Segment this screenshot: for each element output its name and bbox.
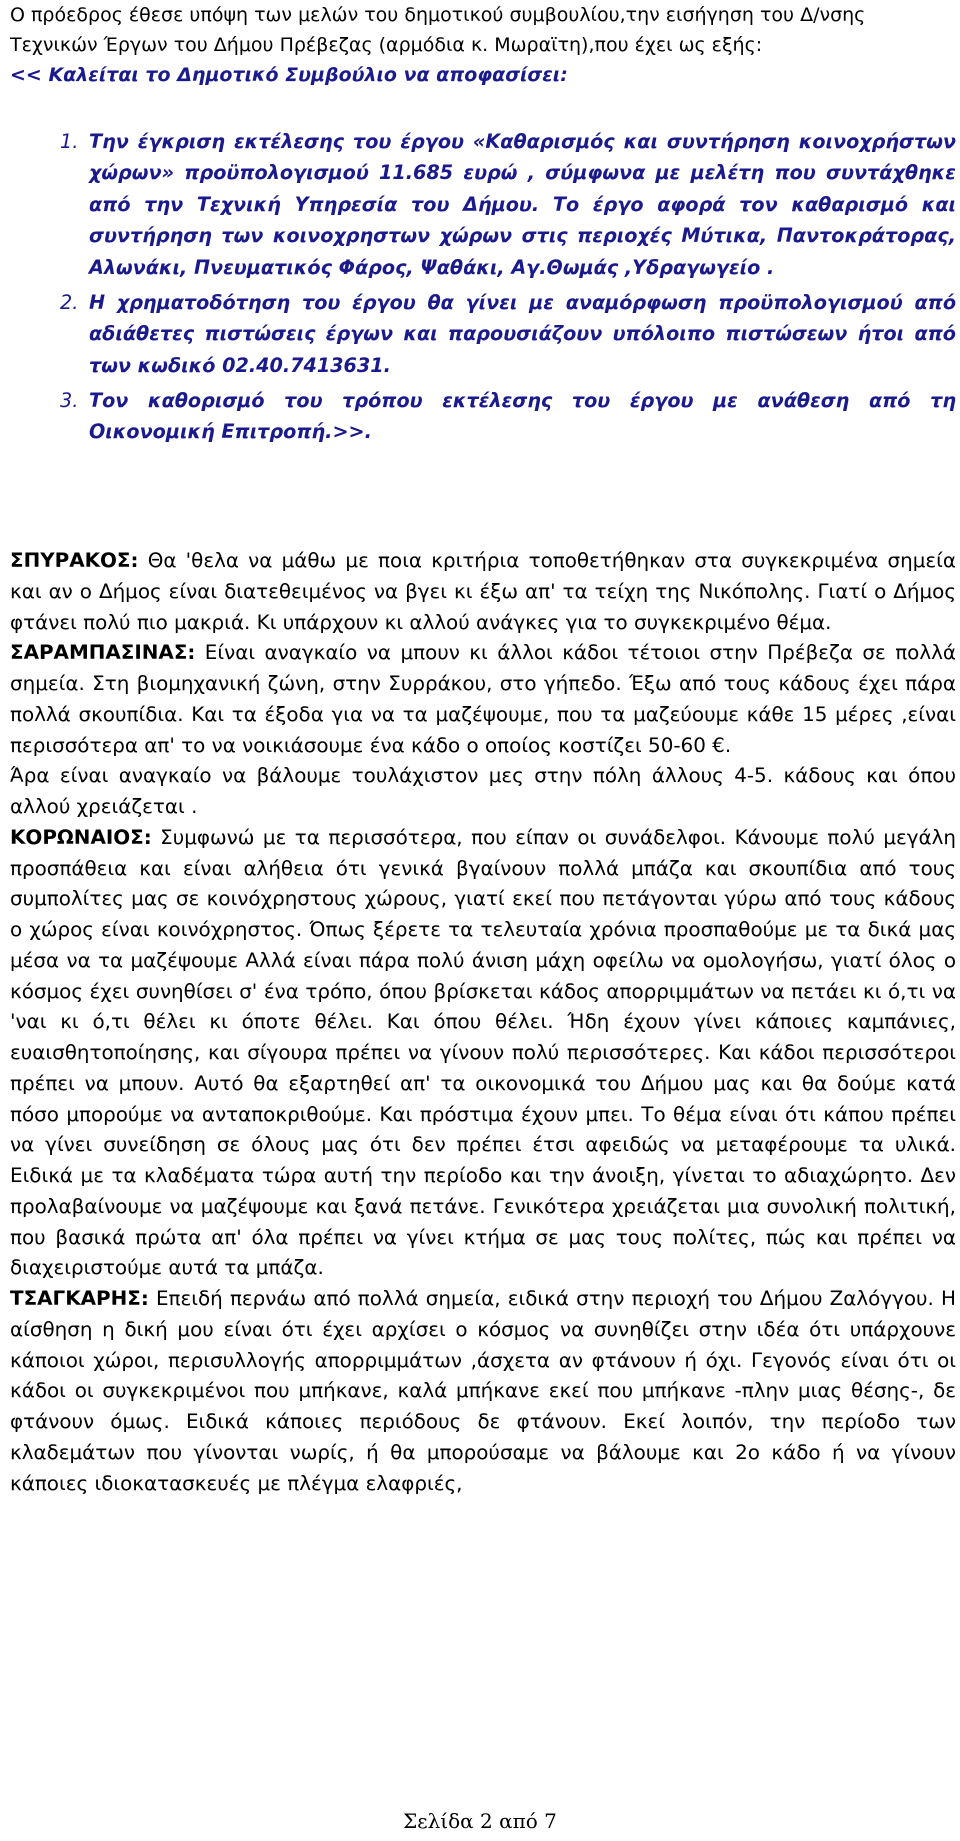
speaker-paragraph bbox=[10, 546, 956, 638]
list-item bbox=[10, 385, 956, 448]
list-item-text: Τον καθορισμό του τρόπου εκτέλεσης του έργου με ανάθεση από τη Οικονομική Επιτροπή.>>. bbox=[89, 389, 956, 444]
decision-list bbox=[10, 126, 956, 448]
speaker-name: ΚΟΡΩΝΑΙΟΣ: bbox=[10, 825, 152, 849]
list-number: 2. bbox=[60, 291, 79, 314]
list-number: 3. bbox=[60, 389, 79, 412]
list-number: 1. bbox=[60, 130, 79, 153]
intro-heading: << Καλείται το Δημοτικό Συμβούλιο να αποφασίσει: bbox=[10, 64, 568, 86]
intro-paragraph: Ο πρόεδρος έθεσε υπόψη των μελών του δημοτικού συμβουλίου,την εισήγηση του Δ/νσης Τεχνικών Έργων του Δήμου Πρέβεζας (αρμόδια κ. Μωραϊτη),που έχει ως εξής: bbox=[10, 4, 866, 56]
speaker-text: Είναι αναγκαίο να μπουν κι άλλοι κάδοι τέτοιοι στην Πρέβεζα σε πολλά σημεία. Στη βιομηχανική ζώνη, στην Συρράκου, στο γήπεδο. Έξω από τους κάδους έχει πάρα πολλά σκουπίδια. Και τα έξοδα για να τα μαζέψουμε, που τα μαζεύουμε κάθε 15 μέρες ,είναι περισσότερα απ' το να νοικιάσουμε ένα κάδο ο οποίος κοστίζει 50-60 €. bbox=[10, 641, 956, 757]
speaker-name: ΣΠΥΡΑΚΟΣ: bbox=[10, 549, 139, 572]
speaker-paragraph bbox=[10, 823, 956, 1284]
list-item-text: Η χρηματοδότηση του έργου θα γίνει με αναμόρφωση προϋπολογισμού από αδιάθετες πιστώσεις έργων και παρουσιάζουν υπόλοιπο πιστώσεων ήτοι από των κωδικό 02.40.7413631. bbox=[89, 291, 956, 377]
list-item bbox=[10, 126, 956, 287]
intro-block bbox=[10, 0, 956, 90]
page-number-footer: Σελίδα 2 από 7 bbox=[403, 1809, 557, 1833]
speaker-name: ΤΣΑΓΚΑΡΗΣ: bbox=[10, 1287, 149, 1310]
speaker-paragraph bbox=[10, 1284, 956, 1499]
speaker-paragraph bbox=[10, 638, 956, 761]
speaker-text: Θα 'θελα να μάθω με ποια κριτήρια τοποθετήθηκαν στα συγκεκριμένα σημεία και αν ο Δήμος είναι διατεθειμένος να βγει κι έξω απ' τα τείχη της Νικόπολης. Γιατί ο Δήμος φτάνει πολύ πιο μακριά. Κι υπάρχουν κι αλλού ανάγκες για το συγκεκριμένο θέμα. bbox=[10, 549, 956, 634]
speaker-name: ΣΑΡΑΜΠΑΣΙΝΑΣ: bbox=[10, 641, 196, 665]
minutes-body bbox=[10, 546, 956, 1499]
speaker-text: Συμφωνώ με τα περισσότερα, που είπαν οι συνάδελφοι. Κάνουμε πολύ μεγάλη προσπάθεια και είναι αλήθεια ότι γενικά βγαίνουν πολλά μπάζα και σκουπίδια από τους συμπολίτες μας σε κοινόχρηστους χώρους, γιατί εκεί που πετάγονται γύρω από τους κάδους ο χώρος είναι κοινόχρηστος. Όπως ξέρετε τα τελευταία χρόνια προσπαθούμε με τα δικά μας μέσα να τα μαζέψουμε Αλλά είναι πάρα πολύ άνιση μάχη οφείλω να ομολογήσω, γιατί όλος ο κόσμος έχει συνηθίσει σ' ένα τρόπο, όπου βρίσκεται κάδος απορριμμάτων να πετάει κι ό,τι να 'ναι κι ό,τι θέλει κι όποτε θέλει. Και όπου θέλει. Ήδη έχουν γίνει κάποιες καμπάνιες, ευαισθητοποίησης, και σίγουρα πρέπει να γίνουν πολύ περισσότερες. Και κάδοι περισσότεροι πρέπει να μπουν. Αυτό θα εξαρτηθεί απ' τα οικονομικά του Δήμου μας και θα δούμε κατά πόσο μπορούμε να ανταποκριθούμε. Και πρόστιμα έχουν μπει. Το θέμα είναι ότι κάπου πρέπει να γίνει συνείδηση σε όλους μας ότι δεν πρέπει έτσι αφειδώς να μεταφέρουμε τα υλικά. Ειδικά με τα κλαδέματα τώρα αυτή την περίοδο και την άνοιξη, γίνεται το αδιαχώρητο. Δεν προλαβαίνουμε να μαζέψουμε και ξανά πετάνε. Γενικότερα χρειάζεται μια συνολική πολιτική, που βασικά πρώτα απ' όλα πρέπει να γίνει κτήμα σε μας τους πολίτες, πώς και πρέπει να διαχειριστούμε αυτά τα μπάζα. bbox=[10, 825, 956, 1280]
continuation-paragraph bbox=[10, 761, 956, 823]
speaker-text: Άρα είναι αναγκαίο να βάλουμε τουλάχιστον μες στην πόλη άλλους 4-5. κάδους και όπου αλλού χρειάζεται . bbox=[10, 764, 956, 818]
list-item-text: Την έγκριση εκτέλεσης του έργου «Καθαρισμός και συντήρηση κοινοχρήστων χώρων» προϋπολογισμού 11.685 ευρώ , σύμφωνα με μελέτη που συντάχθηκε από την Τεχνική Υπηρεσία του Δήμου. Το έργο αφορά τον καθαρισμό και συντήρηση των κοινοχρηστων χώρων στις περιοχές Μύτικα, Παντοκράτορας, Αλωνάκι, Πνευματικός Φάρος, Ψαθάκι, Αγ.Θωμάς ,Υδραγωγείο . bbox=[89, 130, 956, 279]
speaker-text: Επειδή περνάω από πολλά σημεία, ειδικά στην περιοχή του Δήμου Ζαλόγγου. Η αίσθηση η δική μου είναι ότι έχει αρχίσει ο κόσμος να συνηθίζει στην ιδέα ότι υπάρχουνε κάποιοι χώροι, περισυλλογής απορριμμάτων ,άσχετα αν φτάνουν ή όχι. Γεγονός είναι ότι οι κάδοι οι συγκεκριμένοι που μπήκανε, καλά μπήκανε εκεί που μπήκανε -πλην μιας θέσης-, δε φτάνουν όμως. Ειδικά κάποιες περιόδους δε φτάνουν. Εκεί λοιπόν, την περίοδο των κλαδεμάτων που γίνονται νωρίς, ή θα μπορούσαμε να βάλουμε και 2ο κάδο ή να γίνουν κάποιες ιδιοκατασκευές με πλέγμα ελαφριές, bbox=[10, 1287, 956, 1495]
list-item bbox=[10, 287, 956, 385]
